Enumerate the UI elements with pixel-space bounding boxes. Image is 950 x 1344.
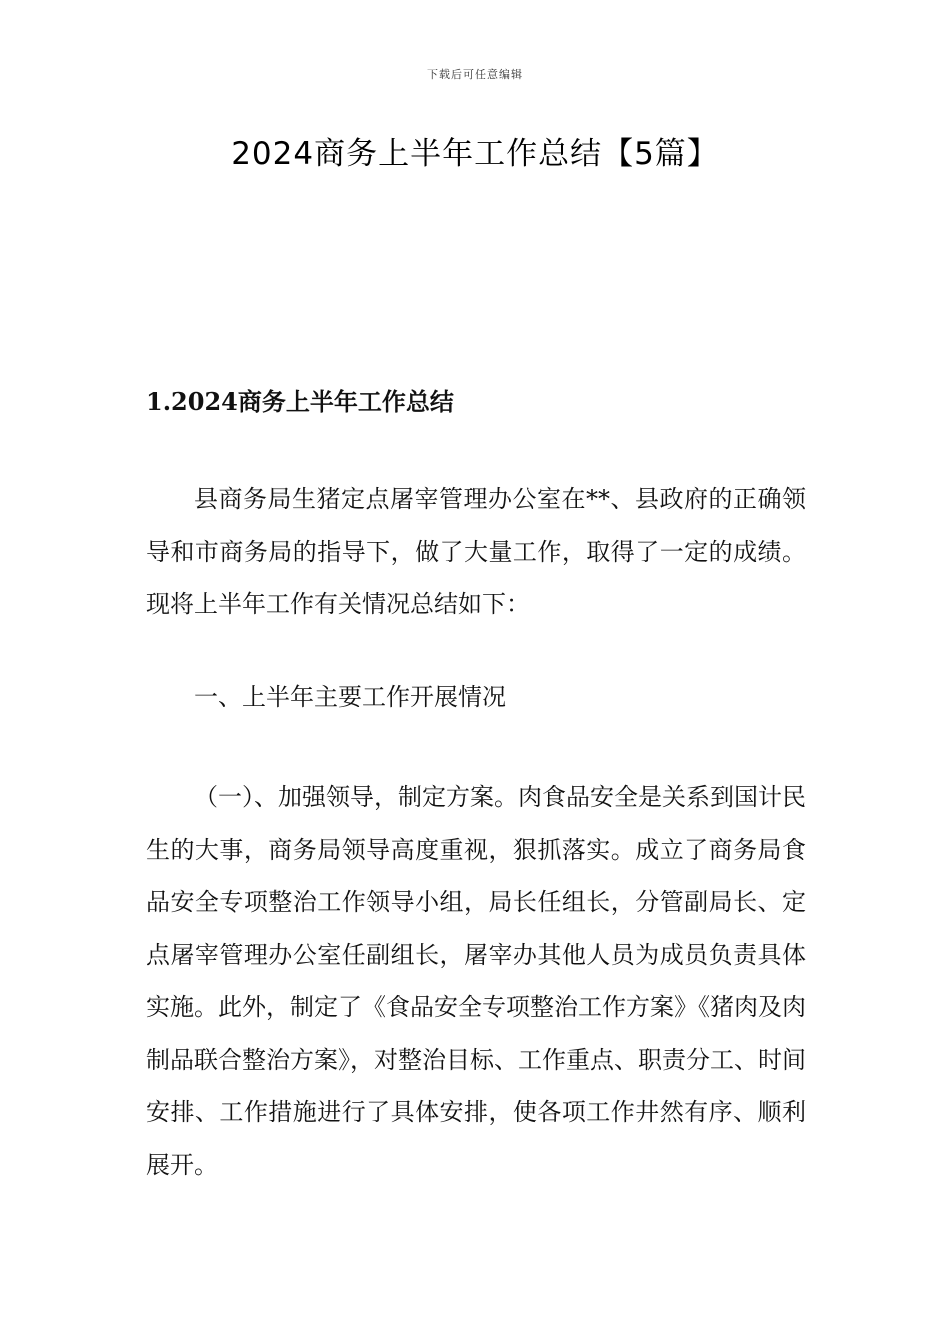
intro-paragraph: 县商务局生猪定点屠宰管理办公室在**、县政府的正确领导和市商务局的指导下，做了大量工作，取得了一定的成绩。现将上半年工作有关情况总结如下：	[146, 485, 806, 618]
item-one-paragraph: （一）、加强领导，制定方案。肉食品安全是关系到国计民生的大事，商务局领导高度重视，狠抓落实。成立了商务局食品安全专项整治工作领导小组，局长任组长，分管副局长、定点屠宰管理办公室任副组长，屠宰办其他人员为成员负责具体实施。此外，制定了《食品安全专项整治工作方案》《猪肉及肉制品联合整治方案》，对整治目标、工作重点、职责分工、时间安排、工作措施进行了具体安排，使各项工作井然有序、顺利展开。	[146, 783, 806, 1179]
header-note: 下载后可任意编辑	[427, 68, 523, 81]
subsection-heading: 一、上半年主要工作开展情况	[194, 683, 506, 711]
document-title: 2024商务上半年工作总结【5篇】	[231, 136, 719, 172]
section-heading: 1.2024商务上半年工作总结	[146, 387, 454, 416]
